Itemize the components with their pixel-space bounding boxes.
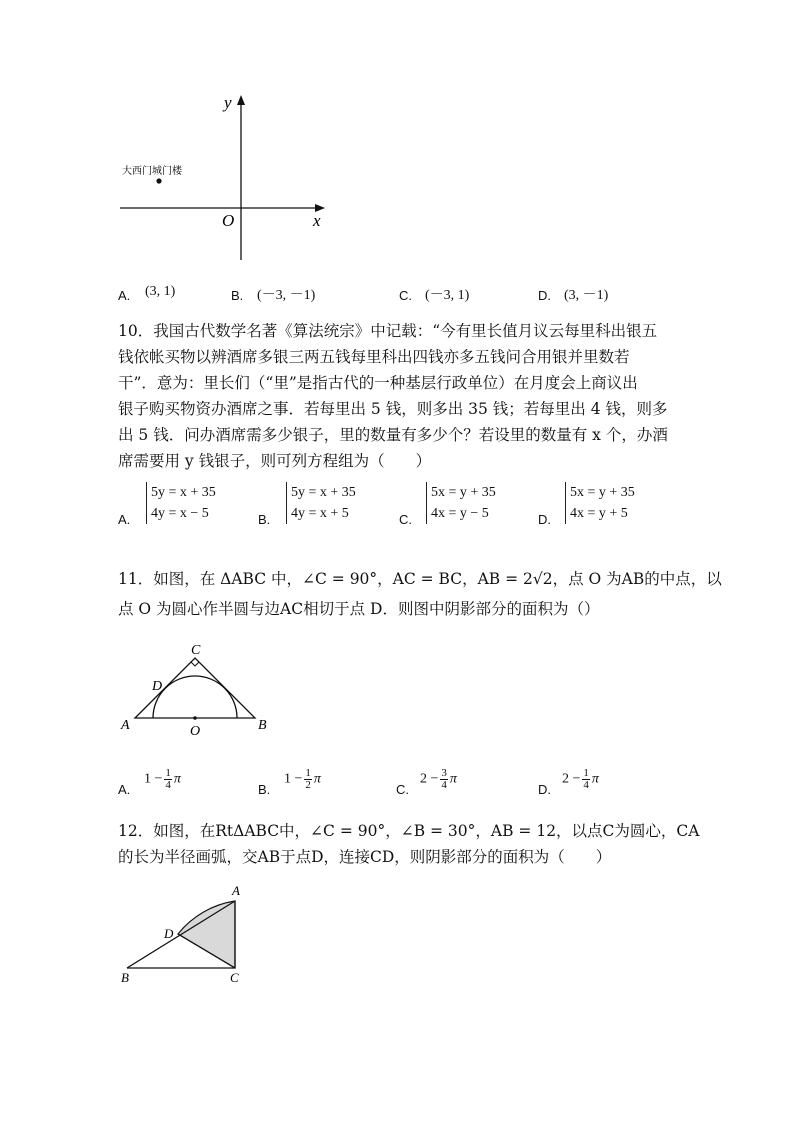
q10-option-d-system [565, 482, 635, 524]
label-d: D [152, 679, 163, 694]
q10-line-3: 干”．意为：里长们（“里”是指古代的一种基层行政单位）在月度会上商议出 [118, 374, 638, 392]
q11-option-a-letter: A. [118, 782, 131, 797]
q12-line-1: 12．如图，在RtΔABC中，∠C = 90°，∠B = 30°，AB = 12，以点C为圆心，CA [118, 822, 700, 840]
q10-line-4: 银子购买物资办酒席之事．若每里出 5 钱，则多出 35 钱；若每里出 4 钱，则多 [118, 400, 668, 418]
q11-stem [118, 566, 722, 622]
q12-stem [118, 818, 700, 870]
label-d: D [164, 926, 174, 941]
q10-option-d-eq2: 4x = y + 5 [570, 506, 628, 521]
semicircle-arc [153, 676, 237, 718]
q10-option-a-letter: A. [118, 512, 131, 527]
q10-option-a-eq1: 5y = x + 35 [151, 485, 216, 500]
q9-option-b-text: (－3, －1) [257, 288, 316, 303]
q10-option-c-eq1: 5x = y + 35 [431, 485, 496, 500]
label-c: C [230, 970, 239, 985]
q12-line-2: 的长为半径画弧，交AB于点D，连接CD，则阴影部分的面积为（ ） [118, 848, 612, 866]
y-axis-label: y [224, 93, 232, 112]
q10-option-c-eq2: 4x = y − 5 [431, 506, 489, 521]
q12-figure [115, 882, 255, 992]
q9-options [118, 284, 638, 308]
q10-line-2: 钱依帐买物以辨酒席多银三两五钱每里科出四钱亦多五钱问合用银并里数若 [118, 348, 630, 366]
q10-option-b-letter: B. [258, 512, 271, 527]
q11-option-d-letter: D. [538, 782, 551, 797]
q10-option-c-system [426, 482, 496, 524]
q10-option-d-letter: D. [538, 512, 551, 527]
midpoint-o [193, 716, 197, 720]
q11-option-b-letter: B. [258, 782, 271, 797]
q10-options [118, 482, 678, 530]
q11-option-c-expr: 2 − $\frac{3}{4}$ π [420, 767, 457, 791]
label-c: C [191, 643, 201, 658]
q9-option-a-text: (3, 1) [145, 284, 176, 299]
q11-figure [115, 640, 275, 740]
q11-line-2: 点 O 为圆心作半圆与边AC相切于点 D．则图中阴影部分的面积为（） [118, 600, 600, 618]
q10-option-c-letter: C. [399, 512, 412, 527]
q10-option-b-system [286, 482, 356, 524]
right-angle-mark [191, 662, 199, 666]
q10-line-6: 席需要用 y 钱银子，则可列方程组为（ ） [118, 452, 432, 470]
city-gate-point [156, 178, 161, 183]
q10-option-a-eq2: 4y = x − 5 [151, 506, 209, 521]
label-a: A [232, 883, 240, 898]
q10-line-1: 10．我国古代数学名著《算法统宗》中记载：“今有里长值月议云每里科出银五 [118, 322, 658, 340]
origin-label: O [222, 211, 235, 230]
q11-option-a-expr: 1 − $\frac{1}{4}$ π [144, 767, 181, 791]
q10-option-a-system [146, 482, 216, 524]
q9-option-d-text: (3, －1) [564, 288, 609, 303]
y-axis-arrow [237, 95, 245, 105]
q9-option-c-text: (－3, 1) [425, 288, 470, 303]
q9-option-c-letter: C. [399, 288, 412, 303]
q9-option-b-letter: B. [231, 288, 244, 303]
q10-line-5: 出 5 钱．问办酒席需多少银子，里的数量有多少个？若设里的数量有 x 个，办酒 [118, 426, 668, 444]
q10-option-b-eq2: 4y = x + 5 [291, 506, 349, 521]
q10-option-d-eq1: 5x = y + 35 [570, 485, 635, 500]
city-gate-label: 大西门城门楼 [122, 166, 182, 177]
coordinate-axes-figure [110, 88, 340, 268]
label-b: B [121, 970, 129, 985]
q11-option-b-expr: 1 − $\frac{1}{2}$ π [284, 767, 321, 791]
q11-options [118, 766, 678, 798]
shaded-region [178, 901, 235, 968]
x-axis-label: x [313, 211, 321, 230]
label-a: A [121, 718, 130, 733]
q11-line-1: 11．如图，在 ΔABC 中，∠C = 90°，AC = BC，AB = 2√2，点 O 为AB的中点，以 [118, 570, 722, 588]
q9-option-a-letter: A. [118, 288, 131, 303]
label-b: B [258, 718, 267, 733]
q11-option-c-letter: C. [396, 782, 409, 797]
q10-stem [118, 318, 688, 474]
label-o: O [190, 724, 201, 739]
q9-option-d-letter: D. [538, 288, 551, 303]
q11-option-d-expr: 2 − $\frac{1}{4}$ π [562, 767, 599, 791]
q10-option-b-eq1: 5y = x + 35 [291, 485, 356, 500]
